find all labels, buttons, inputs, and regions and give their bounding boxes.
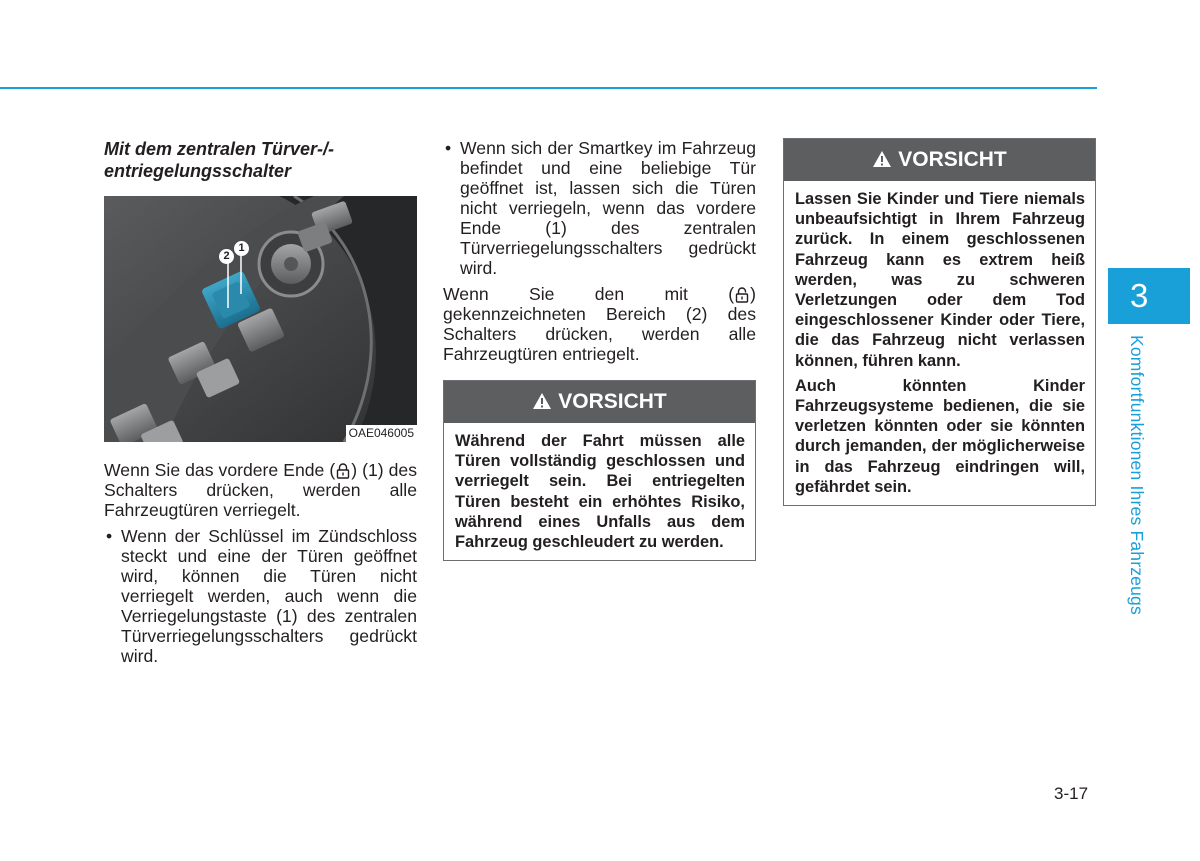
chapter-title-vertical	[1125, 335, 1155, 615]
lock-paragraph-start: Wenn Sie das vordere Ende (	[104, 460, 336, 480]
warning-header	[444, 381, 755, 423]
unlock-paragraph-end: ) gekennzeichneten Bereich (2) des Schalters drücken, werden alle Fahrzeugtüren entriegelt.	[443, 284, 756, 364]
warning-text: Während der Fahrt müssen alle Türen vollständig geschlossen und verriegelt sein. Bei entriegelten Türen besteht ein erhöhtes Risiko, während eines Unfalls aus dem Fahrzeug geschleudert zu werden.	[455, 432, 745, 552]
warning-triangle-icon	[532, 392, 552, 410]
warning-text-heat: Lassen Sie Kinder und Tiere niemals unbeaufsichtigt in Ihrem Fahrzeug zurück. In einem geschlossenen Fahrzeug kann es extrem heiß werden, was zu schweren Verletzungen oder dem Tod eingeschlossener Kinder oder Tiere, die das Fahrzeug nicht verlassen können, führen kann.	[795, 190, 1085, 370]
callout-2-badge: 2	[219, 249, 234, 264]
top-rule	[0, 87, 1097, 89]
chapter-title: Komfortfunktionen Ihres Fahrzeugs	[1127, 335, 1147, 615]
warning-box-children	[783, 138, 1096, 506]
warning-box-driving	[443, 380, 756, 561]
warning-body	[444, 423, 755, 560]
warning-triangle-icon	[872, 150, 892, 168]
column-3	[783, 138, 1096, 506]
column-2	[443, 138, 756, 561]
note-bullet-ignition: • Wenn der Schlüssel im Zündschloss steckt und eine der Türen geöffnet wird, können die Türen nicht verriegelt werden, auch wenn die Verriegelungstaste (1) des zentralen Türverriegelungsschalters gedrückt wird.	[104, 526, 417, 666]
callout-1-badge: 1	[234, 241, 249, 256]
lock-closed-icon	[336, 463, 350, 479]
lock-paragraph-end: ) (1) des Schalters drücken, werden alle Fahrzeugtüren verriegelt.	[104, 460, 417, 520]
lock-open-icon	[735, 287, 749, 303]
lock-paragraph	[104, 460, 417, 520]
page-number: 3-17	[1054, 784, 1089, 803]
chapter-number-tab: 3	[1108, 268, 1190, 324]
door-switch-figure	[104, 196, 417, 442]
warning-body	[784, 181, 1095, 505]
unlock-paragraph-start: Wenn Sie den mit (	[443, 284, 735, 304]
warning-title: VORSICHT	[558, 390, 667, 413]
column-1	[104, 138, 417, 672]
unlock-paragraph	[443, 284, 756, 364]
figure-code: OAE046005	[346, 425, 417, 442]
warning-header	[784, 139, 1095, 181]
warning-title: VORSICHT	[898, 148, 1007, 171]
note-bullet-smartkey: • Wenn sich der Smartkey im Fahrzeug befindet und eine beliebige Tür geöffnet ist, lassen sich die Türen nicht verriegeln, wenn das vordere Ende (1) des zentralen Türverriegelungsschalters gedrückt wird.	[443, 138, 756, 278]
warning-text-systems: Auch könnten Kinder Fahrzeugsysteme bedienen, die sie verletzen könnten oder sie könnten durch jemanden, der möglicherweise in das Fahrzeug eindringen will, gefährdet sein.	[795, 376, 1085, 496]
door-panel-illustration	[104, 196, 417, 442]
section-heading: Mit dem zentralen Türver-/-entriegelungsschalter	[104, 139, 335, 181]
